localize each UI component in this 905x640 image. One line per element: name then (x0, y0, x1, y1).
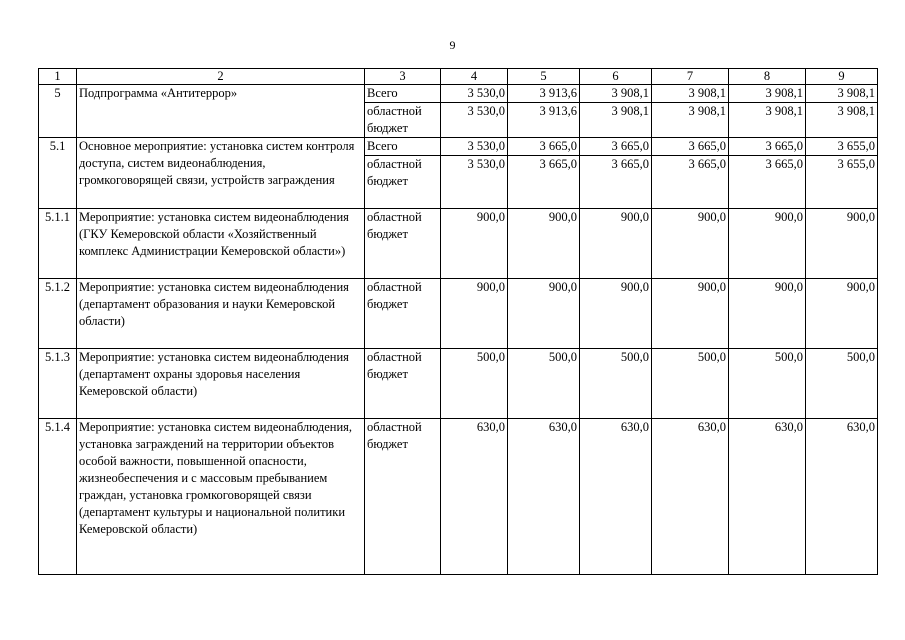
value-cell: 3 913,6 (508, 103, 580, 138)
value-cell: 3 530,0 (441, 138, 508, 156)
row-number: 5.1 (39, 138, 77, 209)
funding-source: областной бюджет (365, 156, 441, 209)
funding-source: областной бюджет (365, 209, 441, 279)
column-header: 1 (39, 69, 77, 85)
row-number: 5 (39, 85, 77, 138)
value-cell: 3 665,0 (729, 138, 806, 156)
value-cell: 500,0 (508, 349, 580, 419)
value-cell: 3 665,0 (652, 138, 729, 156)
row-number: 5.1.3 (39, 349, 77, 419)
value-cell: 3 908,1 (729, 85, 806, 103)
value-cell: 3 665,0 (652, 156, 729, 209)
value-cell: 900,0 (508, 209, 580, 279)
value-cell: 900,0 (580, 279, 652, 349)
value-cell: 900,0 (580, 209, 652, 279)
value-cell: 3 908,1 (652, 103, 729, 138)
value-cell: 3 908,1 (729, 103, 806, 138)
value-cell: 900,0 (652, 209, 729, 279)
value-cell: 900,0 (508, 279, 580, 349)
value-cell: 630,0 (729, 419, 806, 575)
value-cell: 500,0 (652, 349, 729, 419)
table-row (39, 279, 878, 349)
value-cell: 3 665,0 (580, 156, 652, 209)
column-header: 8 (729, 69, 806, 85)
row-description: Мероприятие: установка систем видеонаблюдения (ГКУ Кемеровской области «Хозяйственный комплекс Администрации Кемеровской области») (77, 209, 365, 279)
value-cell: 500,0 (729, 349, 806, 419)
row-description: Мероприятие: установка систем видеонаблюдения (департамент охраны здоровья населения Кемеровской области) (77, 349, 365, 419)
value-cell: 3 665,0 (729, 156, 806, 209)
value-cell: 3 665,0 (580, 138, 652, 156)
value-cell: 500,0 (441, 349, 508, 419)
value-cell: 3 908,1 (580, 85, 652, 103)
column-header: 3 (365, 69, 441, 85)
value-cell: 3 913,6 (508, 85, 580, 103)
value-cell: 3 908,1 (806, 85, 878, 103)
value-cell: 900,0 (441, 279, 508, 349)
value-cell: 3 530,0 (441, 156, 508, 209)
value-cell: 3 655,0 (806, 138, 878, 156)
value-cell: 630,0 (580, 419, 652, 575)
value-cell: 630,0 (441, 419, 508, 575)
column-header: 4 (441, 69, 508, 85)
value-cell: 900,0 (806, 279, 878, 349)
value-cell: 3 530,0 (441, 85, 508, 103)
table-row (39, 209, 878, 279)
value-cell: 500,0 (806, 349, 878, 419)
value-cell: 900,0 (729, 279, 806, 349)
value-cell: 3 908,1 (806, 103, 878, 138)
column-header: 7 (652, 69, 729, 85)
value-cell: 3 655,0 (806, 156, 878, 209)
table-row (39, 138, 878, 156)
column-header: 6 (580, 69, 652, 85)
table-header-row (39, 69, 878, 85)
table-row (39, 349, 878, 419)
funding-source: областной бюджет (365, 103, 441, 138)
table-row (39, 419, 878, 575)
funding-source: областной бюджет (365, 349, 441, 419)
value-cell: 3 665,0 (508, 156, 580, 209)
page-number: 9 (449, 38, 456, 52)
funding-source: Всего (365, 138, 441, 156)
value-cell: 630,0 (508, 419, 580, 575)
value-cell: 3 908,1 (580, 103, 652, 138)
column-header: 2 (77, 69, 365, 85)
value-cell: 630,0 (806, 419, 878, 575)
row-number: 5.1.2 (39, 279, 77, 349)
value-cell: 900,0 (729, 209, 806, 279)
row-number: 5.1.4 (39, 419, 77, 575)
row-description: Мероприятие: установка систем видеонаблюдения (департамент образования и науки Кемеровской области) (77, 279, 365, 349)
row-description: Подпрограмма «Антитеррор» (77, 85, 365, 138)
funding-source: Всего (365, 85, 441, 103)
column-header: 5 (508, 69, 580, 85)
row-description: Основное мероприятие: установка систем контроля доступа, систем видеонаблюдения, громкоговорящей связи, устройств заграждения (77, 138, 365, 209)
value-cell: 500,0 (580, 349, 652, 419)
value-cell: 3 908,1 (652, 85, 729, 103)
value-cell: 3 665,0 (508, 138, 580, 156)
funding-source: областной бюджет (365, 279, 441, 349)
value-cell: 900,0 (806, 209, 878, 279)
value-cell: 900,0 (652, 279, 729, 349)
column-header: 9 (806, 69, 878, 85)
row-number: 5.1.1 (39, 209, 77, 279)
table-row (39, 85, 878, 103)
value-cell: 630,0 (652, 419, 729, 575)
funding-source: областной бюджет (365, 419, 441, 575)
row-description: Мероприятие: установка систем видеонаблюдения, установка заграждений на территории объектов особой важности, повышенной опасности, жизнеобеспечения и с массовым пребыванием граждан, установка громкоговорящей связи (департамент культуры и национальной политики Кемеровской области) (77, 419, 365, 575)
value-cell: 3 530,0 (441, 103, 508, 138)
value-cell: 900,0 (441, 209, 508, 279)
budget-table (38, 68, 878, 575)
